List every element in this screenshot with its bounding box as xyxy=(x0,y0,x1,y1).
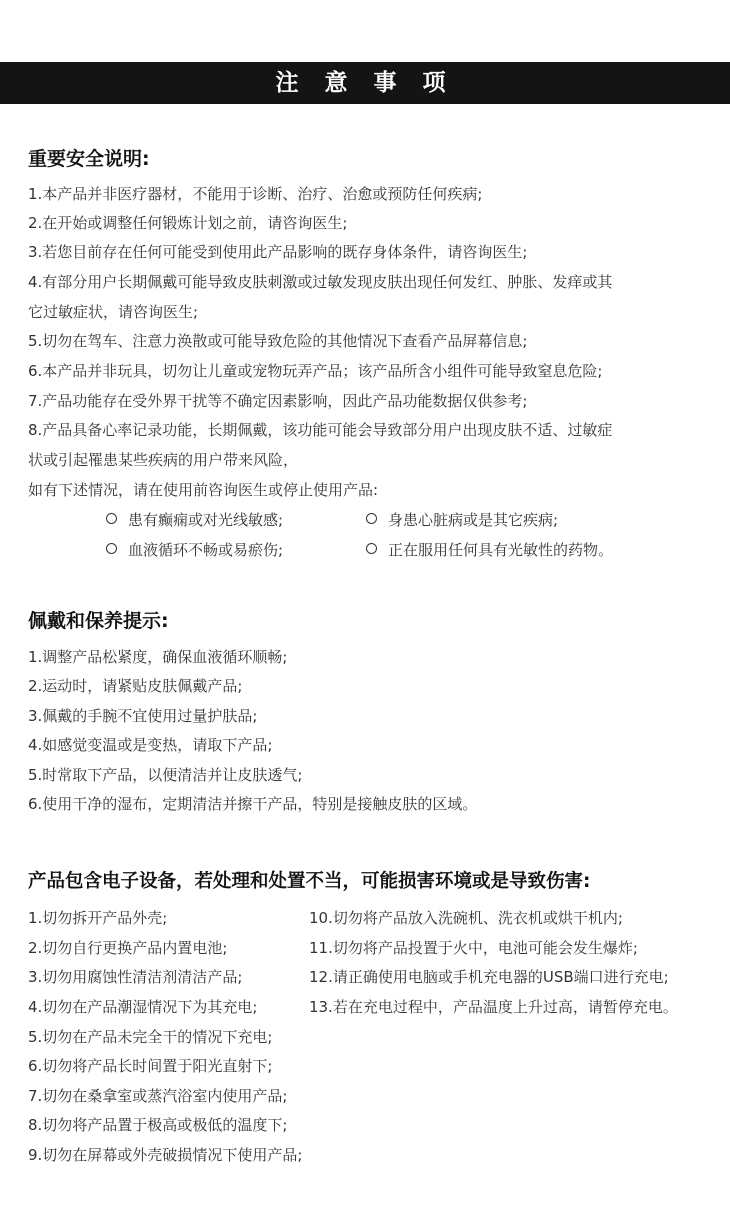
safety-line: 1.本产品并非医疗器材，不能用于诊断、治疗、治愈或预防任何疾病; xyxy=(28,185,483,203)
safety-line: 状或引起罹患某些疾病的用户带来风险， xyxy=(28,451,299,469)
electronics-right-line: 10.切勿将产品放入洗碗机、洗衣机或烘干机内; xyxy=(309,909,623,927)
safety-line: 3.若您目前存在任何可能受到使用此产品影响的既存身体条件，请咨询医生; xyxy=(28,243,528,261)
electronics-left-line: 6.切勿将产品长时间置于阳光直射下; xyxy=(28,1057,273,1075)
electronics-left-line: 4.切勿在产品潮湿情况下为其充电; xyxy=(28,998,258,1016)
wear-line: 3.佩戴的手腕不宜使用过量护肤品; xyxy=(28,707,258,725)
condition-item: 正在服用任何具有光敏性的药物。 xyxy=(366,540,613,560)
safety-line: 如有下述情况，请在使用前咨询医生或停止使用产品: xyxy=(28,481,379,499)
safety-section-title: 重要安全说明: xyxy=(28,148,150,170)
electronics-left-line: 7.切勿在桑拿室或蒸汽浴室内使用产品; xyxy=(28,1087,288,1105)
electronics-left-line: 1.切勿拆开产品外壳; xyxy=(28,909,168,927)
electronics-left-line: 8.切勿将产品置于极高或极低的温度下; xyxy=(28,1116,288,1134)
electronics-section-title: 产品包含电子设备，若处理和处置不当，可能损害环境或是导致伤害: xyxy=(28,871,591,892)
wear-line: 1.调整产品松紧度，确保血液循环顺畅; xyxy=(28,648,288,666)
electronics-right-line: 11.切勿将产品投置于火中，电池可能会发生爆炸; xyxy=(309,939,638,957)
safety-line: 4.有部分用户长期佩戴可能导致皮肤刺激或过敏发现皮肤出现任何发红、肿胀、发痒或其 xyxy=(28,273,613,291)
safety-line: 6.本产品并非玩具，切勿让儿童或宠物玩弄产品；该产品所含小组件可能导致窒息危险; xyxy=(28,362,603,380)
wear-line: 2.运动时，请紧贴皮肤佩戴产品; xyxy=(28,677,243,695)
safety-line: 它过敏症状，请咨询医生; xyxy=(28,303,199,321)
safety-line: 2.在开始或调整任何锻炼计划之前，请咨询医生; xyxy=(28,214,348,232)
electronics-right-line: 12.请正确使用电脑或手机充电器的USB端口进行充电; xyxy=(309,968,669,986)
electronics-right-line: 13.若在充电过程中，产品温度上升过高，请暂停充电。 xyxy=(309,998,678,1016)
condition-item: 血液循环不畅或易瘀伤; xyxy=(106,540,283,560)
safety-line: 8.产品具备心率记录功能，长期佩戴，该功能可能会导致部分用户出现皮肤不适、过敏症 xyxy=(28,421,613,439)
electronics-left-line: 3.切勿用腐蚀性清洁剂清洁产品; xyxy=(28,968,243,986)
safety-line: 5.切勿在驾车、注意力涣散或可能导致危险的其他情况下查看产品屏幕信息; xyxy=(28,332,528,350)
wear-line: 4.如感觉变温或是变热，请取下产品; xyxy=(28,736,273,754)
condition-item: 身患心脏病或是其它疾病; xyxy=(366,510,558,530)
electronics-left-line: 5.切勿在产品未完全干的情况下充电; xyxy=(28,1028,273,1046)
wear-line: 5.时常取下产品，以便清洁并让皮肤透气; xyxy=(28,766,303,784)
circle-bullet-icon xyxy=(106,543,117,554)
electronics-left-line: 9.切勿在屏幕或外壳破损情况下使用产品; xyxy=(28,1146,303,1164)
safety-line: 7.产品功能存在受外界干扰等不确定因素影响，因此产品功能数据仅供参考; xyxy=(28,392,528,410)
circle-bullet-icon xyxy=(366,513,377,524)
electronics-left-line: 2.切勿自行更换产品内置电池; xyxy=(28,939,228,957)
condition-item: 患有癫痫或对光线敏感; xyxy=(106,510,283,530)
wear-section-title: 佩戴和保养提示: xyxy=(28,610,169,632)
circle-bullet-icon xyxy=(106,513,117,524)
page-banner: 注 意 事 项 xyxy=(0,62,730,104)
circle-bullet-icon xyxy=(366,543,377,554)
wear-line: 6.使用干净的湿布，定期清洁并擦干产品，特别是接触皮肤的区域。 xyxy=(28,795,478,813)
